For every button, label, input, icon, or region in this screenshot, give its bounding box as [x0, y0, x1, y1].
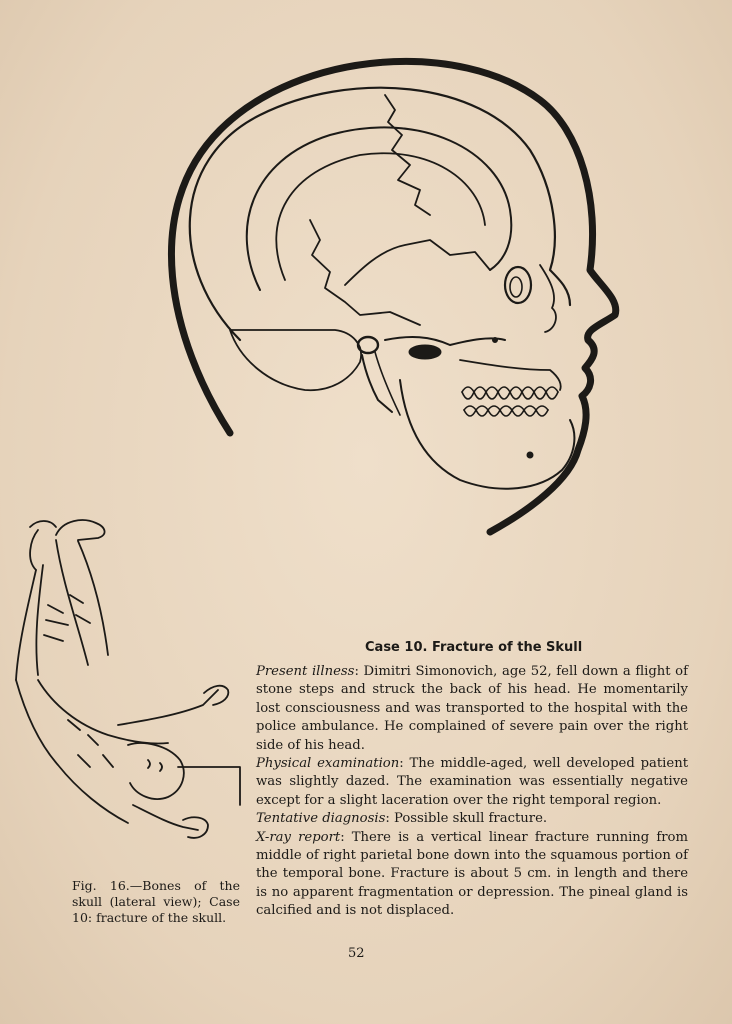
page-number: 52	[348, 946, 365, 961]
eye-socket	[505, 267, 531, 303]
section-text: : Dimitri Simonovich, age 52, fell down a flight of stone steps and struck the back of his head. He momentarily lost consciousness and was transported to the hospital with the police ambulance. He complained of severe pain over the right side of his head.	[256, 664, 689, 753]
section-xray-report	[256, 829, 688, 921]
cranium-inner	[247, 127, 512, 290]
falling-man-illustration	[8, 505, 248, 855]
teeth	[462, 387, 558, 416]
ear-canal	[358, 337, 378, 353]
skull-lateral-view-illustration	[130, 40, 650, 550]
section-heading: Tentative diagnosis	[256, 811, 386, 827]
section-heading: Physical examination	[256, 756, 400, 772]
section-text: : There is a vertical linear fracture running from middle of right parietal bone down into the squamous portion of the temporal bone. Fracture is about 5 cm. in length and there is no apparent fragmentation or depression. The pineal gland is calcified and is not displaced.	[256, 829, 688, 919]
section-heading: Present illness	[256, 664, 355, 679]
section-text: : The middle-aged, well developed patient was slightly dazed. The examination was essentially negative except for a slight laceration over the right temporal region.	[256, 756, 688, 808]
case-title: Case 10. Fracture of the Skull	[365, 640, 583, 655]
case-body	[256, 663, 688, 921]
head-outline	[171, 61, 615, 532]
figure-caption: Fig. 16.—Bones of the skull (lateral view); Case 10: fracture of the skull.	[72, 878, 240, 925]
section-text: : Possible skull fracture.	[385, 811, 548, 827]
section-tentative-diagnosis	[256, 810, 688, 828]
section-physical-examination	[256, 755, 688, 810]
section-heading: X-ray report	[256, 829, 341, 845]
section-present-illness	[256, 663, 688, 755]
